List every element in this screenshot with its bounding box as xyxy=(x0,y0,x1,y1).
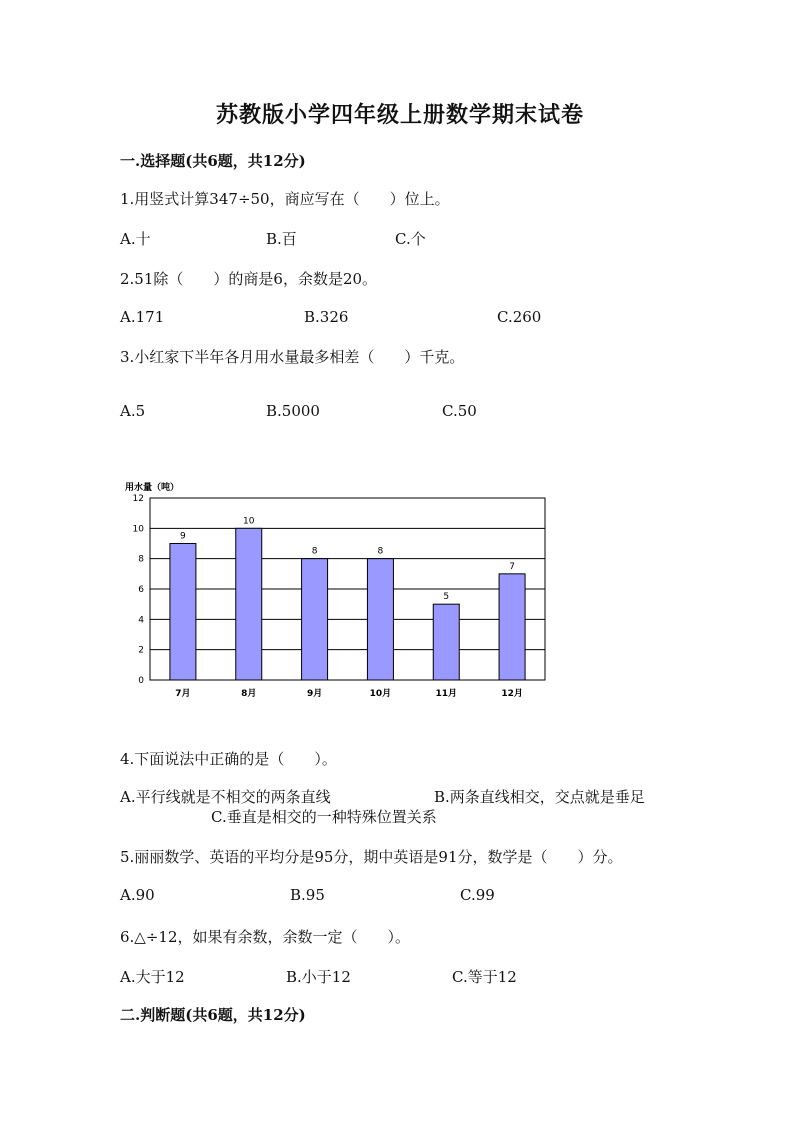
question-5: 5.丽丽数学、英语的平均分是95分，期中英语是91分，数学是（ ）分。 xyxy=(120,848,623,866)
x-tick-label: 7月 xyxy=(175,689,191,699)
q4-option-b: B.两条直线相交，交点就是垂足 xyxy=(434,788,645,806)
data-label: 5 xyxy=(443,592,450,603)
y-tick-label: 10 xyxy=(132,524,144,535)
data-label: 9 xyxy=(180,531,186,542)
x-tick-label: 12月 xyxy=(501,689,523,699)
q6-option-b: B.小于12 xyxy=(286,968,351,986)
question-4: 4.下面说法中正确的是（ ）。 xyxy=(120,750,337,768)
section-heading-choice: 一.选择题(共6题，共12分) xyxy=(120,152,306,170)
bar xyxy=(499,574,525,680)
question-1: 1.用竖式计算347÷50，商应写在（ ）位上。 xyxy=(120,190,450,208)
q6-option-a: A.大于12 xyxy=(120,968,185,986)
q2-option-b: B.326 xyxy=(304,308,349,326)
x-tick-label: 10月 xyxy=(369,689,392,699)
section-heading-judgement: 二.判断题(共6题，共12分) xyxy=(120,1006,306,1024)
x-tick-label: 8月 xyxy=(241,689,257,699)
bar xyxy=(236,528,262,680)
q5-option-c: C.99 xyxy=(460,886,495,904)
y-axis-label: 用水量（吨） xyxy=(125,483,180,493)
q5-option-b: B.95 xyxy=(290,886,325,904)
q1-option-c: C.个 xyxy=(395,230,426,248)
q3-option-a: A.5 xyxy=(120,402,146,420)
data-label: 10 xyxy=(243,516,255,527)
bar xyxy=(367,559,393,680)
q5-option-a: A.90 xyxy=(120,886,155,904)
q2-option-c: C.260 xyxy=(497,308,542,326)
bar xyxy=(433,604,459,680)
q1-option-a: A.十 xyxy=(120,230,151,248)
q4-option-c: C.垂直是相交的一种特殊位置关系 xyxy=(211,808,437,826)
bar xyxy=(170,544,196,681)
bar xyxy=(302,559,328,680)
y-tick-label: 2 xyxy=(138,645,144,656)
y-tick-label: 8 xyxy=(138,554,144,565)
q2-option-a: A.171 xyxy=(120,308,165,326)
y-tick-label: 4 xyxy=(138,615,144,626)
q3-option-c: C.50 xyxy=(442,402,477,420)
y-tick-label: 12 xyxy=(132,494,144,504)
data-label: 7 xyxy=(509,561,515,572)
data-label: 8 xyxy=(311,546,318,557)
water-usage-bar-chart xyxy=(118,478,558,704)
data-label: 8 xyxy=(377,546,384,557)
x-tick-label: 9月 xyxy=(306,689,323,699)
q1-option-b: B.百 xyxy=(266,230,297,248)
q4-option-a: A.平行线就是不相交的两条直线 xyxy=(120,788,331,806)
y-tick-label: 0 xyxy=(138,676,144,686)
x-tick-label: 11月 xyxy=(435,689,458,699)
question-6: 6.△÷12，如果有余数，余数一定（ ）。 xyxy=(120,928,411,946)
question-3: 3.小红家下半年各月用水量最多相差（ ）千克。 xyxy=(120,348,465,366)
question-2: 2.51除（ ）的商是6，余数是20。 xyxy=(120,270,378,288)
y-tick-label: 6 xyxy=(138,585,144,595)
q6-option-c: C.等于12 xyxy=(452,968,517,986)
q3-option-b: B.5000 xyxy=(266,402,320,420)
page-title: 苏教版小学四年级上册数学期末试卷 xyxy=(215,102,584,128)
